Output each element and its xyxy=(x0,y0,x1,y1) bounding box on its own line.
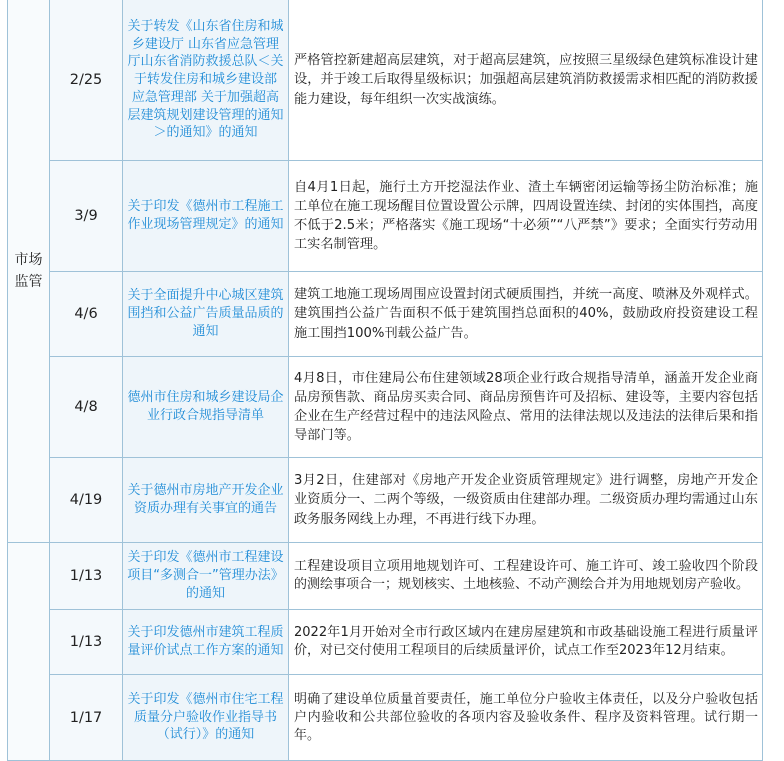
policy-summary: 2022年1月开始对全市行政区域内在建房屋建筑和市政基础设施工程进行质量评价，对已交付使用工程项目的后续质量评价，试点工作至2023年12月结束。 xyxy=(289,610,763,675)
policy-title-link[interactable]: 关于印发《德州市工程施工作业现场管理规定》的通知 xyxy=(123,161,289,272)
category-label: 市场监管 xyxy=(14,252,43,290)
policy-summary: 工程建设项目立项用地规划许可、工程建设许可、施工许可、竣工验收四个阶段的测绘事项合一；规划核实、土地核验、不动产测绘合并为用地规划房产验收。 xyxy=(289,543,763,610)
table-row xyxy=(8,543,763,610)
date-cell: 1/13 xyxy=(50,543,123,610)
table-row xyxy=(8,357,763,458)
policy-title-link[interactable]: 德州市住房和城乡建设局企业行政合规指导清单 xyxy=(123,357,289,458)
policy-title-link[interactable]: 关于印发德州市建筑工程质量评价试点工作方案的通知 xyxy=(123,610,289,675)
policy-title-link[interactable]: 关于印发《德州市住宅工程质量分户验收作业指导书（试行）》的通知 xyxy=(123,675,289,761)
policy-summary: 明确了建设单位质量首要责任，施工单位分户验收主体责任，以及分户验收包括户内验收和公共部位验收的各项内容及验收条件、程序及资料管理。试行期一年。 xyxy=(289,675,763,761)
policy-table xyxy=(7,0,763,761)
date-cell: 4/19 xyxy=(50,458,123,543)
category-cell xyxy=(8,0,50,543)
date-cell: 1/17 xyxy=(50,675,123,761)
date-cell: 2/25 xyxy=(50,0,123,161)
policy-summary: 自4月1日起，施行土方开挖湿法作业、渣土车辆密闭运输等扬尘防治标准；施工单位在施工现场醒目位置设置公示牌，四周设置连续、封闭的实体围挡，高度不低于2.5米；严格落实《施工现场“十必须”“八严禁”》要求；全面实行劳动用工实名制管理。 xyxy=(289,161,763,272)
table-row xyxy=(8,0,763,161)
policy-title-link[interactable]: 关于全面提升中心城区建筑围挡和公益广告质量品质的通知 xyxy=(123,272,289,357)
table-row xyxy=(8,610,763,675)
category-cell xyxy=(8,543,50,761)
table-row xyxy=(8,272,763,357)
policy-title-link[interactable]: 关于转发《山东省住房和城乡建设厅 山东省应急管理厅山东省消防救援总队＜关于转发住房和城乡建设部 应急管理部 关于加强超高层建筑规划建设管理的通知＞的通知》的通知 xyxy=(123,0,289,161)
policy-summary: 建筑工地施工现场周围应设置封闭式硬质围挡，并统一高度、喷淋及外观样式。建筑围挡公益广告面积不低于建筑围挡总面积的40%，鼓励政府投资建设工程施工围挡100%刊载公益广告。 xyxy=(289,272,763,357)
table-row xyxy=(8,161,763,272)
policy-summary: 4月8日，市住建局公布住建领域28项企业行政合规指导清单，涵盖开发企业商品房预售款、商品房买卖合同、商品房预售许可及招标、建设等，主要内容包括企业在生产经营过程中的违法风险点、常用的法律法规以及违法的法律后果和指导部门等。 xyxy=(289,357,763,458)
table-row xyxy=(8,675,763,761)
policy-title-link[interactable]: 关于德州市房地产开发企业资质办理有关事宜的通告 xyxy=(123,458,289,543)
policy-summary: 严格管控新建超高层建筑，对于超高层建筑，应按照三星级绿色建筑标准设计建设，并于竣工后取得星级标识；加强超高层建筑消防救援需求相匹配的消防救援能力建设，每年组织一次实战演练。 xyxy=(289,0,763,161)
date-cell: 1/13 xyxy=(50,610,123,675)
date-cell: 4/8 xyxy=(50,357,123,458)
date-cell: 3/9 xyxy=(50,161,123,272)
policy-title-link[interactable]: 关于印发《德州市工程建设项目“多测合一”管理办法》的通知 xyxy=(123,543,289,610)
date-cell: 4/6 xyxy=(50,272,123,357)
policy-summary: 3月2日，住建部对《房地产开发企业资质管理规定》进行调整，房地产开发企业资质分一、二两个等级，一级资质由住建部办理。二级资质办理均需通过山东政务服务网线上办理，不再进行线下办理。 xyxy=(289,458,763,543)
table-row xyxy=(8,458,763,543)
